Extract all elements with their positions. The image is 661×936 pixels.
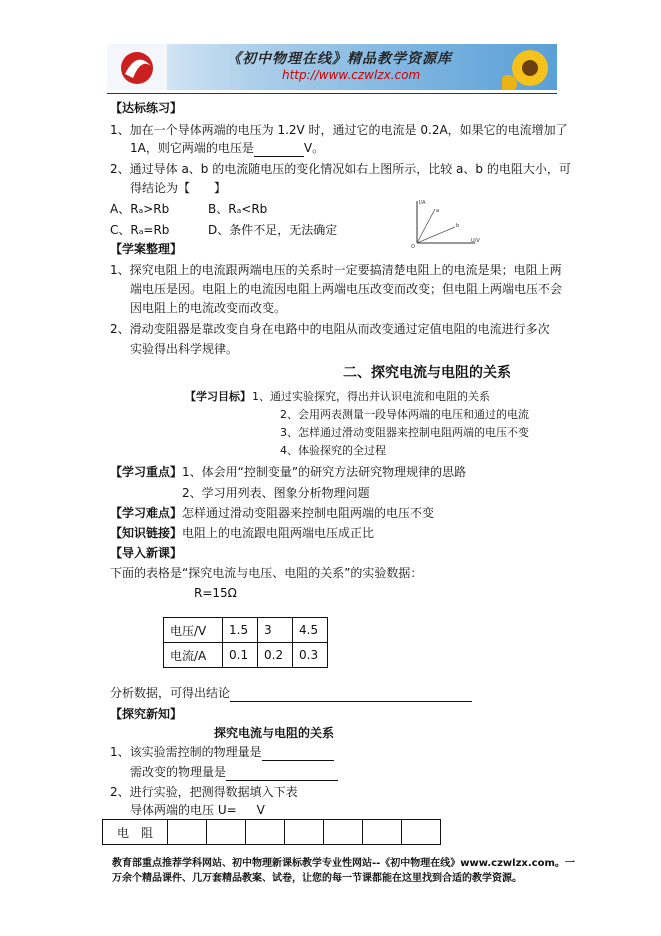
- sunflower-icon: [502, 44, 557, 90]
- goal-item-4: 4、体验探究的全过程: [280, 444, 386, 457]
- answer-blank: [226, 766, 338, 781]
- table-row: [164, 618, 328, 643]
- intro-heading: 【导入新课】: [110, 546, 183, 560]
- table-cell: 1.5: [223, 618, 258, 643]
- key-heading: 【学习重点】: [110, 465, 183, 479]
- banner-title: 《初中物理在线》精品教学资源库: [227, 51, 452, 67]
- data-table: [163, 617, 328, 668]
- explore-q1-line1: [110, 743, 334, 761]
- table-cell: [324, 820, 363, 845]
- explore-q2-sub: [130, 801, 265, 819]
- voltage-label: 导体两端的电压 U=: [130, 803, 237, 817]
- difficulty-line: [110, 504, 434, 522]
- goal-item-3: 3、怎样通过滑动变阻器来控制电阻两端的电压不变: [280, 426, 529, 439]
- explore-q1-text: 1、该实验需控制的物理量是: [110, 745, 262, 759]
- practice-q1-line2: [130, 139, 324, 157]
- summary-p1-line3: 因电阻上的电流改变而改变。: [130, 301, 287, 315]
- conclusion-blank: [230, 687, 472, 702]
- difficulty-text: 怎样通过滑动变阻器来控制电阻两端的电压不变: [182, 506, 435, 520]
- iu-graph: [405, 195, 490, 250]
- explore-title: 探究电流与电阻的关系: [214, 726, 335, 740]
- practice-q2-line2: 得结论为【 】: [130, 181, 227, 195]
- banner-url: http://www.czwlzx.com: [282, 68, 421, 82]
- key-item-2: 2、学习用列表、图象分析物理问题: [182, 486, 370, 500]
- option-c: C、Rₐ=Rb: [110, 223, 170, 237]
- option-d: D、条件不足，无法确定: [208, 223, 338, 237]
- table-row: [164, 643, 328, 668]
- graph-label-a: a: [436, 208, 440, 214]
- table-cell: 3: [258, 618, 293, 643]
- graph-label-b: b: [456, 223, 460, 229]
- summary-heading: 【学案整理】: [110, 242, 183, 256]
- goal-item-2: 2、会用两表测量一段导体两端的电压和通过的电流: [280, 408, 529, 421]
- summary-p2-line2: 实验得出科学规律。: [130, 342, 239, 356]
- table-cell: 电 阻: [103, 820, 168, 845]
- difficulty-heading: 【学习难点】: [110, 506, 183, 520]
- practice-q1-prefix: 1A，则它两端的电压是: [130, 141, 254, 155]
- answer-blank: [254, 142, 304, 157]
- voltage-unit: V: [256, 803, 265, 817]
- table-cell: [285, 820, 324, 845]
- intro-text: 下面的表格是“探究电流与电压、电阻的关系”的实验数据：: [110, 566, 423, 580]
- resistance-table: [102, 819, 441, 845]
- explore-q1-sub: 需改变的物理量是: [130, 765, 227, 779]
- practice-heading: 【达标练习】: [110, 101, 183, 115]
- goal-heading: 【学习目标】: [185, 390, 251, 403]
- table-cell: 0.2: [258, 643, 293, 668]
- practice-q1-unit: V。: [303, 141, 325, 155]
- table-cell: 电压/V: [164, 618, 223, 643]
- graph-y-label: I/A: [419, 200, 426, 206]
- goal-item-1: 1、通过实验探究，得出并认识电流和电阻的关系: [252, 390, 490, 403]
- explore-q1-line2: [130, 763, 338, 781]
- footer-line2: 万余个精品课件、几万套精品教案、试卷，让您的每一节课都能在这里找到合适的教学资源。: [112, 873, 522, 884]
- header-banner: [107, 44, 557, 90]
- table-cell: 电流/A: [164, 643, 223, 668]
- practice-q2-line1: 2、通过导体 a、b 的电流随电压的变化情况如右上图所示，比较 a、b 的电阻大小，可: [110, 162, 571, 176]
- conclusion-line: [110, 684, 472, 702]
- table-row: [103, 820, 441, 845]
- footer-line1: 教育部重点推荐学科网站、初中物理新课标教学专业性网站--《初中物理在线》www.czwlzx.com。一: [112, 858, 575, 869]
- conclusion-label: 分析数据，可得出结论: [110, 686, 231, 700]
- table-cell: [168, 820, 207, 845]
- summary-p1-line2: 端电压是因。电阻上的电流因电阻上两端电压改变而改变；但电阻上两端电压不会: [130, 282, 563, 296]
- table-cell: 0.1: [223, 643, 258, 668]
- graph-line-a: [417, 209, 435, 243]
- explore-heading: 【探究新知】: [110, 707, 183, 721]
- table-cell: 4.5: [293, 618, 328, 643]
- table-cell: 0.3: [293, 643, 328, 668]
- option-b: B、Rₐ<Rb: [208, 202, 268, 216]
- table-cell: [363, 820, 402, 845]
- graph-line-b: [417, 227, 455, 243]
- table-cell: [246, 820, 285, 845]
- table-cell: [207, 820, 246, 845]
- option-a: A、Rₐ>Rb: [110, 202, 170, 216]
- graph-origin: O: [411, 244, 415, 250]
- explore-q2: 2、进行实验，把测得数据填入下表: [110, 785, 298, 799]
- summary-p2-line1: 2、滑动变阻器是靠改变自身在电路中的电阻从而改变通过定值电阻的电流进行多次: [110, 322, 550, 336]
- link-text: 电阻上的电流跟电阻两端电压成正比: [182, 526, 375, 540]
- practice-q1-line1: 1、加在一个导体两端的电压为 1.2V 时，通过它的电流是 0.2A，如果它的电流增加了: [110, 123, 568, 137]
- table-cell: [402, 820, 441, 845]
- link-heading: 【知识链接】: [110, 526, 183, 540]
- header-divider: [107, 93, 557, 94]
- key-line1: [110, 463, 466, 481]
- graph-x-label: U/V: [471, 238, 480, 244]
- key-item-1: 1、体会用“控制变量”的研究方法研究物理规律的思路: [182, 465, 467, 479]
- answer-blank: [262, 746, 334, 761]
- logo-icon: [107, 44, 167, 90]
- section2-title: 二、探究电流与电阻的关系: [343, 365, 511, 381]
- summary-p1-line1: 1、探究电阻上的电流跟两端电压的关系时一定要搞清楚电阻上的电流是果；电阻上两: [110, 263, 562, 277]
- link-line: [110, 524, 374, 542]
- resistance-label: R=15Ω: [194, 586, 237, 600]
